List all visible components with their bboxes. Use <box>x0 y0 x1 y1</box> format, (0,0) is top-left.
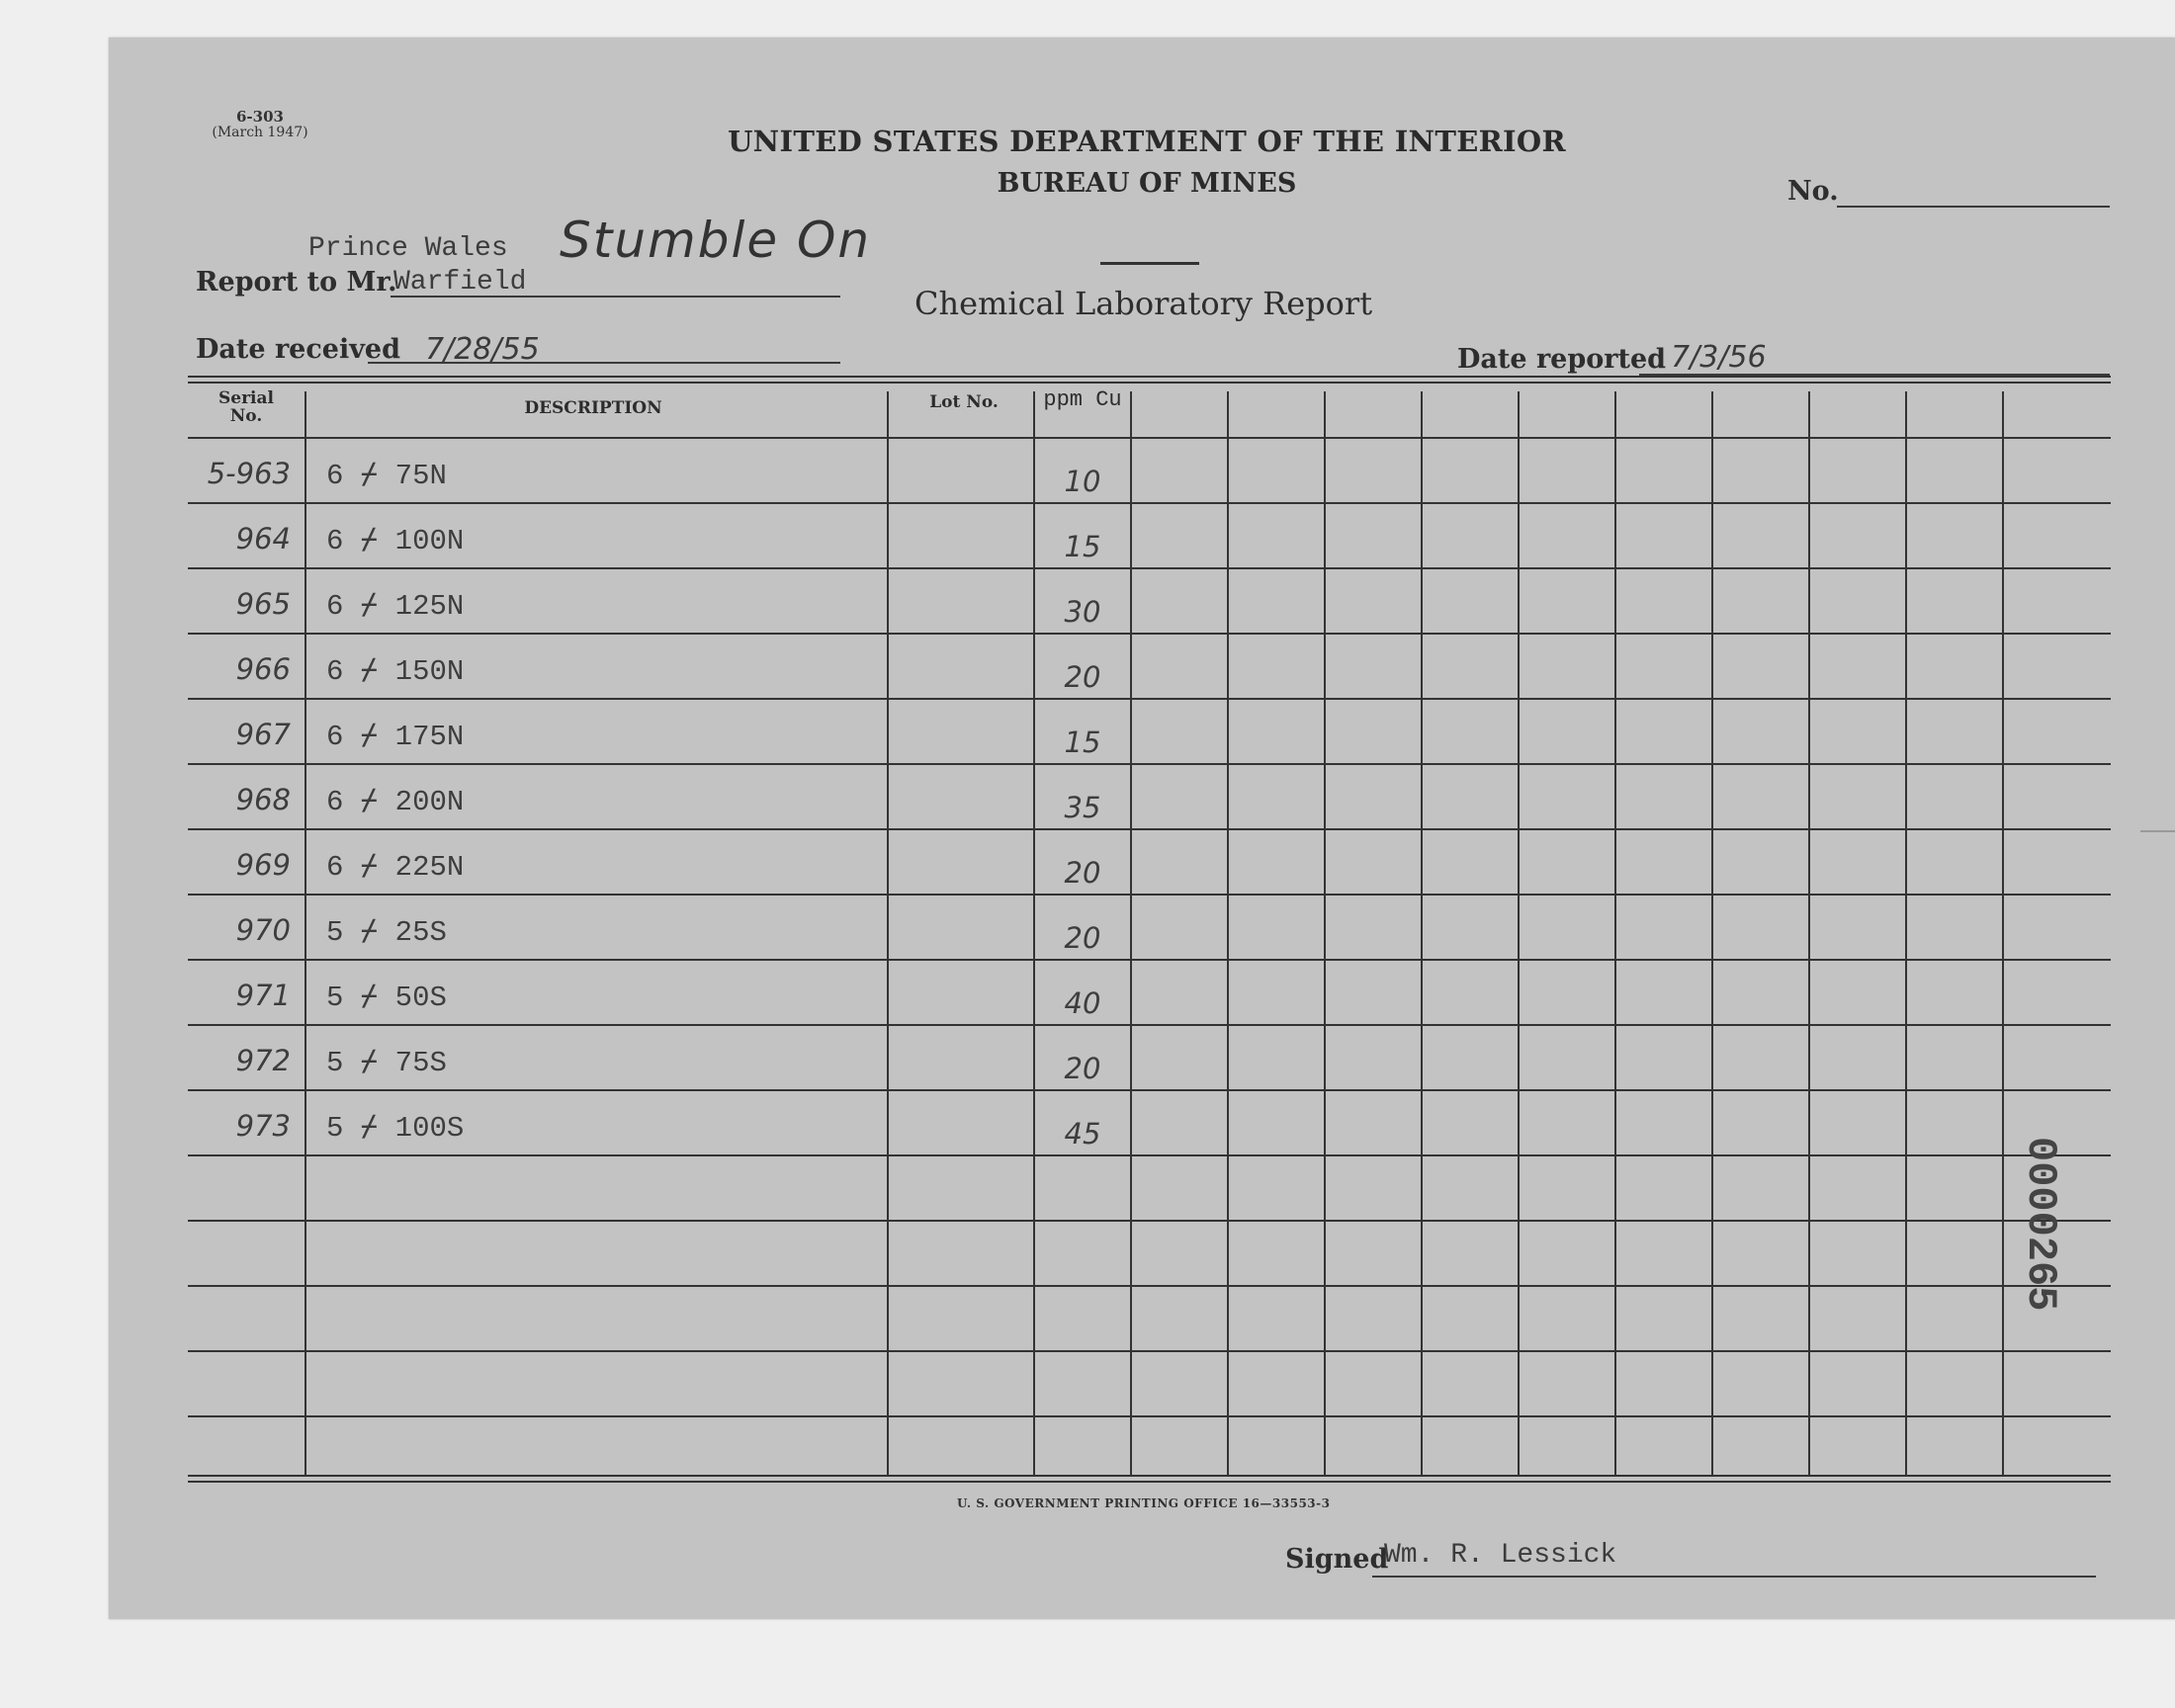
row-rule <box>188 1220 2111 1222</box>
serial-number-cell: 973 <box>235 1109 291 1143</box>
header-lot: Lot No. <box>929 392 999 412</box>
results-table <box>188 376 2116 1483</box>
description-cell: 6 ⌿ 100N <box>326 525 465 557</box>
row-rule <box>188 1089 2111 1091</box>
row-rule <box>188 633 2111 635</box>
col-divider <box>1518 391 1520 1475</box>
ppm-cu-cell: 35 <box>1064 791 1101 824</box>
description-cell: 6 ⌿ 75N <box>326 460 447 492</box>
ppm-cu-cell: 20 <box>1064 856 1101 890</box>
location-text: Prince Wales <box>308 233 508 264</box>
serial-number-cell: 966 <box>235 652 291 686</box>
row-rule <box>188 1350 2111 1352</box>
row-rule <box>188 1154 2111 1156</box>
header-ppm-cu: ppm Cu <box>1043 387 1122 412</box>
ppm-cu-cell: 20 <box>1064 660 1101 694</box>
col-divider <box>1808 391 1810 1475</box>
ppm-cu-cell: 40 <box>1064 986 1101 1020</box>
title-divider <box>1100 262 1199 265</box>
col-divider <box>1905 391 1907 1475</box>
row-rule <box>188 567 2111 569</box>
report-to-value: Warfield <box>393 267 527 298</box>
serial-number-cell: 969 <box>235 848 291 882</box>
row-rule <box>188 1285 2111 1287</box>
report-to-line <box>391 296 840 298</box>
serial-number-cell: 967 <box>235 718 291 751</box>
number-field-line <box>1837 206 2110 208</box>
date-received-line <box>368 362 840 364</box>
header-description: DESCRIPTION <box>524 398 662 418</box>
col-divider <box>1614 391 1616 1475</box>
description-cell: 6 ⌿ 225N <box>326 851 465 884</box>
page-fold-mark <box>2140 830 2175 832</box>
date-reported-label: Date reported <box>1457 344 1667 375</box>
description-cell: 6 ⌿ 175N <box>326 721 465 753</box>
ppm-cu-cell: 20 <box>1064 921 1101 955</box>
archive-stamp-number <box>2023 1137 2058 1216</box>
signed-by: Wm. R. Lessick <box>1384 1540 1617 1571</box>
table-bottom-rule <box>188 1475 2111 1477</box>
signed-label: Signed <box>1285 1544 1389 1575</box>
serial-number-cell: 971 <box>235 979 291 1012</box>
agency-heading: UNITED STATES DEPARTMENT OF THE INTERIOR <box>728 125 1566 158</box>
header-serial: Serial No. <box>218 388 274 426</box>
bureau-heading: BUREAU OF MINES <box>997 168 1297 199</box>
serial-number-cell: 968 <box>235 783 291 816</box>
description-cell: 6 ⌿ 150N <box>326 655 465 688</box>
col-divider <box>1227 391 1229 1475</box>
serial-number-cell: 964 <box>235 522 291 555</box>
col-divider <box>1130 391 1132 1475</box>
ppm-cu-cell: 45 <box>1064 1117 1101 1151</box>
description-cell: 5 ⌿ 50S <box>326 982 447 1014</box>
col-divider <box>1324 391 1326 1475</box>
row-rule <box>188 828 2111 830</box>
description-cell: 5 ⌿ 25S <box>326 916 447 949</box>
date-received-label: Date received <box>196 334 400 365</box>
signature-line <box>1372 1576 2096 1578</box>
description-cell: 6 ⌿ 125N <box>326 590 465 623</box>
form-date: (March 1947) <box>212 125 308 140</box>
serial-number-cell: 965 <box>235 587 291 621</box>
description-cell: 5 ⌿ 75S <box>326 1047 447 1079</box>
date-received-value: 7/28/55 <box>425 332 540 367</box>
row-rule <box>188 1024 2111 1026</box>
table-top-rule-2 <box>188 382 2111 384</box>
ppm-cu-cell: 20 <box>1064 1052 1101 1085</box>
table-bottom-rule-2 <box>188 1481 2111 1483</box>
ppm-cu-cell: 15 <box>1064 726 1101 759</box>
description-cell: 6 ⌿ 200N <box>326 786 465 818</box>
serial-number-cell: 972 <box>235 1044 291 1077</box>
ppm-cu-cell: 15 <box>1064 530 1101 563</box>
row-rule <box>188 1415 2111 1417</box>
form-number: 6-303 <box>236 108 284 126</box>
col-divider <box>1711 391 1713 1475</box>
row-rule <box>188 502 2111 504</box>
row-rule <box>188 894 2111 896</box>
col-divider <box>304 391 306 1475</box>
number-label: No. <box>1787 176 1839 207</box>
header-bottom-rule <box>188 437 2111 439</box>
form-code <box>191 109 329 140</box>
row-rule <box>188 959 2111 961</box>
col-divider <box>2002 391 2004 1475</box>
description-cell: 5 ⌿ 100S <box>326 1112 465 1145</box>
col-divider <box>887 391 889 1475</box>
printing-office-imprint: U. S. GOVERNMENT PRINTING OFFICE 16—33553-3 <box>957 1496 1331 1510</box>
property-name: Stumble On <box>560 212 872 269</box>
serial-number-cell: 970 <box>235 913 291 947</box>
report-title: Chemical Laboratory Report <box>914 285 1373 322</box>
row-rule <box>188 698 2111 700</box>
col-divider <box>1033 391 1035 1475</box>
row-rule <box>188 763 2111 765</box>
serial-number-cell: 5-963 <box>207 457 291 490</box>
date-reported-value: 7/3/56 <box>1671 340 1767 375</box>
table-top-rule <box>188 376 2111 378</box>
ppm-cu-cell: 30 <box>1064 595 1101 629</box>
col-divider <box>1421 391 1423 1475</box>
ppm-cu-cell: 10 <box>1064 465 1101 498</box>
report-to-label: Report to Mr. <box>196 267 397 298</box>
